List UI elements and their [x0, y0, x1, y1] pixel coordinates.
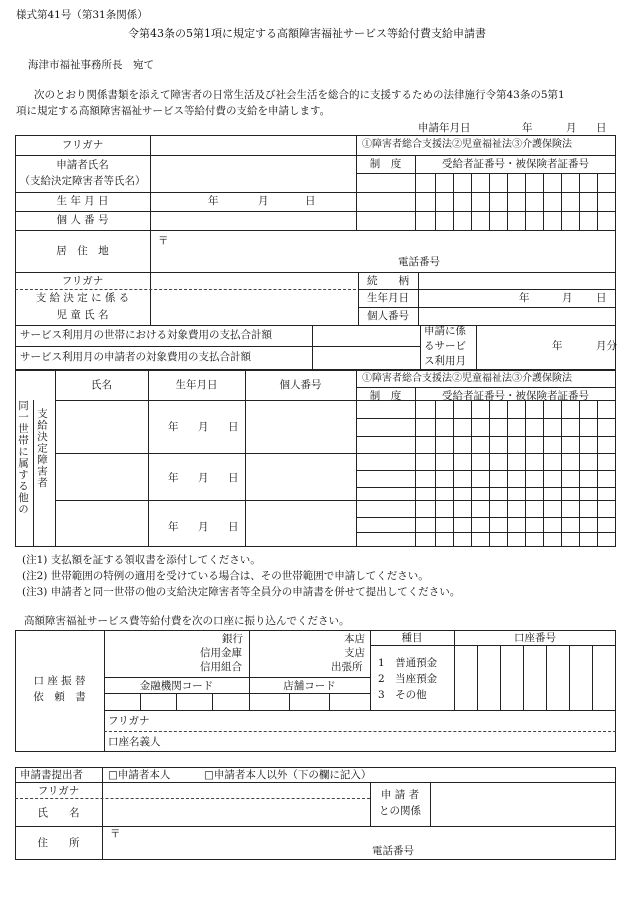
note-3: (注3) 申請者と同一世帯の他の支給決定障害者等全員分の申請書を併せて提出してください。 [22, 586, 461, 598]
household-row1-month: 月 [198, 421, 209, 433]
bank-transfer-label2: 依 頼 書 [33, 691, 86, 703]
account-number-label: 口座番号 [514, 632, 556, 644]
service-month-year: 年 [552, 340, 563, 352]
child-dob-day: 日 [596, 292, 607, 304]
submitter-option-other[interactable]: □申請者本人以外（下の欄に記入） [204, 769, 372, 781]
form-number: 様式第41号（第31条関係） [16, 9, 148, 21]
submitter-relation-label2: との関係 [379, 805, 421, 817]
applicant-dob-month: 月 [258, 195, 269, 207]
applicant-postal-mark: 〒 [158, 235, 169, 247]
child-personal-no-label: 個人番号 [367, 310, 409, 322]
applicant-address-label: 居 住 地 [56, 245, 109, 257]
service-month-label-1: 申請に係 [424, 325, 466, 337]
household-system-col: 制 度 [369, 390, 402, 402]
applicant-personal-no-label: 個 人 番 号 [56, 214, 109, 226]
child-dob-label: 生年月日 [367, 292, 409, 304]
child-name-label2: 児 童 氏 名 [56, 309, 109, 321]
applicant-system-col: 制 度 [369, 158, 402, 170]
household-row1-year: 年 [168, 421, 179, 433]
bank-type-credit-bank: 信用金庫 [200, 647, 242, 659]
note-1: (注1) 支払額を証する領収書を添付してください。 [22, 554, 261, 566]
household-row3-year: 年 [168, 521, 179, 533]
application-date-label: 申請年月日 [418, 122, 471, 134]
submitter-phone-label: 電話番号 [372, 845, 414, 857]
applicant-name-label: 申請者氏名 [56, 159, 109, 171]
submitter-relation-label1: 申 請 者 [380, 789, 420, 801]
household-dob-col: 生年月日 [175, 379, 218, 391]
submitter-furigana-label: フリガナ [37, 785, 80, 797]
application-date-month[interactable]: 月 [566, 122, 577, 134]
child-relation-label: 続 柄 [367, 275, 409, 287]
bank-code-label: 金融機関コード [139, 680, 214, 692]
form-title: 令第43条の5第1項に規定する高額障害福祉サービス等給付費支給申請書 [128, 27, 486, 40]
submitter-label: 申請書提出者 [20, 769, 83, 781]
applicant-name-sublabel: （支給決定障害者等氏名） [19, 175, 146, 187]
branch-type-main: 本店 [344, 633, 365, 645]
child-name-label1: 支 給 決 定 に 係 る [35, 292, 130, 304]
applicant-cert-col: 受給者証番号・被保険者証番号 [442, 158, 589, 170]
account-holder-furigana-label: フリガナ [108, 715, 150, 727]
account-holder-label: 口座名義人 [108, 736, 161, 748]
applicant-insurance-header: ①障害者総合支援法②児童福祉法③介護保険法 [362, 139, 572, 150]
addressee: 海津市福祉事務所長 宛て [28, 59, 154, 71]
service-month-label-3: ス利用月 [424, 355, 466, 367]
submitter-postal-mark: 〒 [110, 828, 121, 840]
bank-intro: 高額障害福祉サービス費等給付費を次の口座に振り込んでください。 [24, 615, 350, 627]
household-outer-label: 同一世帯に属する他の [17, 400, 30, 515]
applicant-dob-year: 年 [208, 195, 219, 207]
service-month-label-2: るサービ [424, 340, 466, 352]
branch-code-label: 店舗コード [283, 680, 336, 692]
applicant-phone-label: 電話番号 [398, 256, 440, 268]
household-row3-day: 日 [228, 521, 239, 533]
intro-text-line1: 次のとおり関係書類を添えて障害者の日常生活及び社会生活を総合的に支援するための法律施行令第43条の5第1 [34, 89, 565, 101]
household-inner-label: 支給決定障害者 [36, 408, 49, 489]
applicant-furigana-label: フリガナ [61, 139, 104, 151]
intro-text-line2: 項に規定する高額障害福祉サービス等給付費の支給を申請します。 [16, 105, 331, 117]
household-personal-col: 個人番号 [279, 379, 322, 391]
household-total-label: サービス利用月の世帯における対象費用の支払合計額 [20, 329, 272, 341]
bank-type-credit-union: 信用組合 [200, 661, 242, 673]
account-type-label: 種目 [401, 632, 423, 644]
household-row1-day: 日 [228, 421, 239, 433]
applicant-total-label: サービス利用月の申請者の対象費用の支払合計額 [20, 351, 251, 363]
service-month-unit: 月分 [596, 340, 617, 352]
household-name-col: 氏名 [91, 379, 112, 391]
submitter-option-self[interactable]: □申請者本人 [108, 769, 171, 781]
submitter-name-label: 氏 名 [37, 807, 80, 819]
household-row2-year: 年 [168, 472, 179, 484]
bank-type-bank: 銀行 [222, 633, 243, 645]
account-type-current[interactable]: 2 当座預金 [378, 673, 438, 685]
account-type-ordinary[interactable]: 1 普通預金 [378, 657, 438, 669]
household-row2-day: 日 [228, 472, 239, 484]
bank-transfer-label1: 口 座 振 替 [33, 675, 86, 687]
applicant-dob-label: 生 年 月 日 [56, 195, 109, 207]
branch-type-office: 出張所 [331, 661, 363, 673]
household-cert-col: 受給者証番号・被保険者証番号 [442, 390, 589, 402]
branch-type-branch: 支店 [344, 647, 365, 659]
applicant-dob-day: 日 [305, 195, 316, 207]
household-row2-month: 月 [198, 472, 209, 484]
child-dob-month: 月 [562, 292, 573, 304]
note-2: (注2) 世帯範囲の特例の適用を受けている場合は、その世帯範囲で申請してください。 [22, 570, 429, 582]
application-date-year[interactable]: 年 [522, 122, 533, 134]
child-furigana-label: フリガナ [61, 275, 104, 287]
application-date-day[interactable]: 日 [596, 122, 607, 134]
household-insurance-header: ①障害者総合支援法②児童福祉法③介護保険法 [362, 373, 572, 384]
submitter-address-label: 住 所 [37, 837, 80, 849]
household-row3-month: 月 [198, 521, 209, 533]
child-dob-year: 年 [519, 292, 530, 304]
account-type-other[interactable]: 3 その他 [378, 689, 427, 701]
